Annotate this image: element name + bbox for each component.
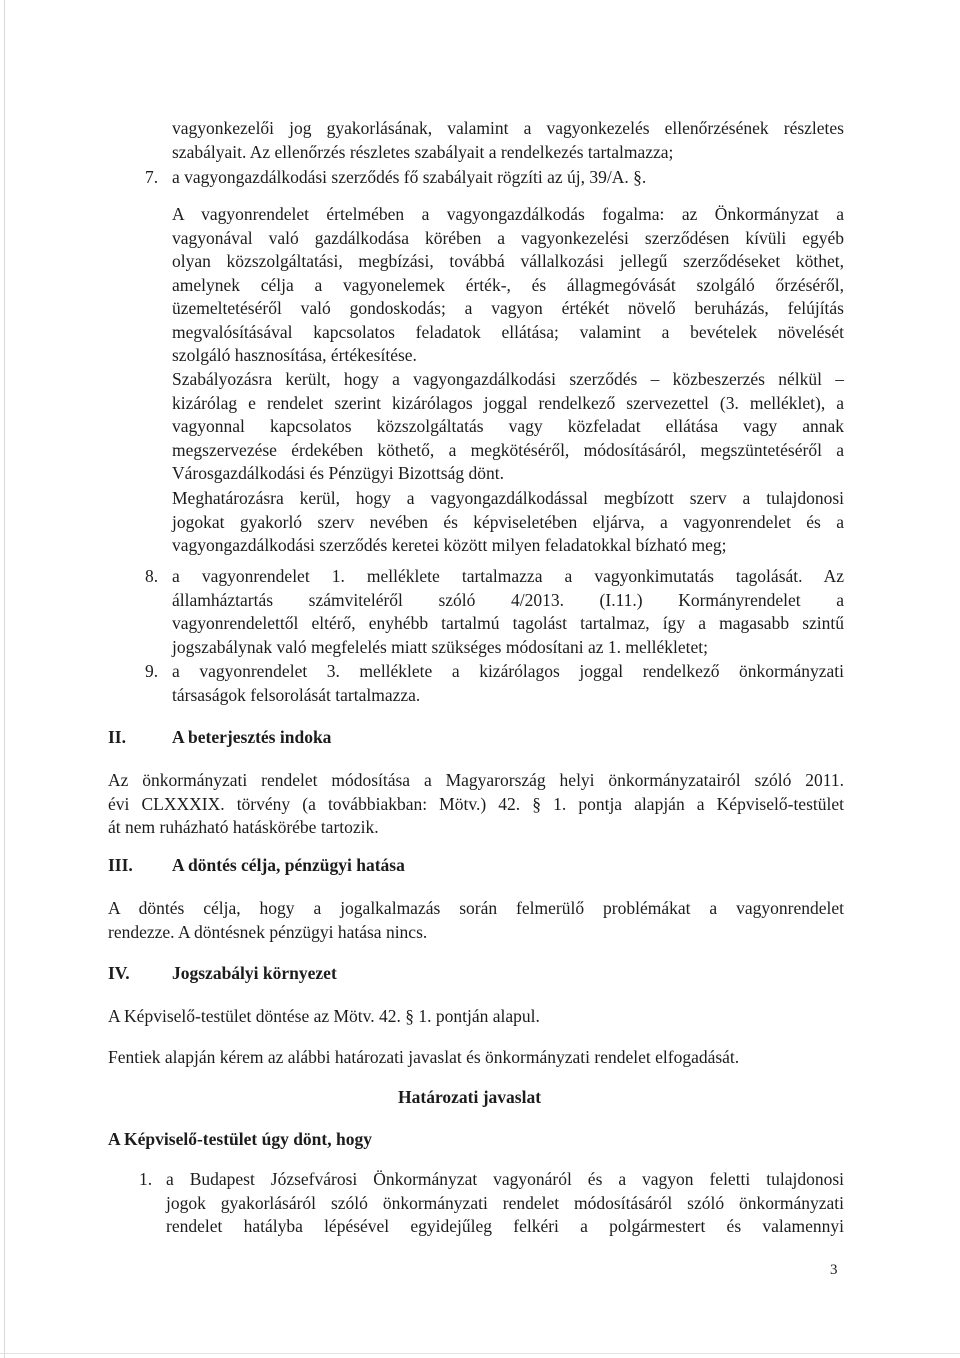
section-heading: Jogszabályi környezet: [172, 963, 337, 983]
text-line: amelynek célja a vagyonelemek érték-, és állagmegóvását szolgáló őrzéséről,: [172, 274, 844, 295]
text-line: szolgáló hasznosítása, értékesítése.: [172, 345, 417, 365]
text-line: jogok gyakorlásáról szóló önkormányzati rendelet módosításáról szóló önkormányzati: [166, 1192, 844, 1213]
text-line: Az önkormányzati rendelet módosítása a Magyarország helyi önkormányzatairól szóló 2011.: [108, 770, 844, 790]
text-line: társaságok felsorolását tartalmazza.: [172, 684, 421, 705]
section-paragraph: A Képviselő-testület döntése az Mötv. 42. § 1. pontján alapul.: [108, 1006, 540, 1026]
section-number: II.: [108, 727, 126, 747]
text-line: jogokat gyakorló szerv nevében és képviseletében eljárva, a vagyonrendelet és a: [172, 511, 844, 532]
text-line: vagyongazdálkodási szerződés keretei között milyen feladatokkal bízható meg;: [172, 535, 727, 555]
text-line: üzemeltetéséről való gondoskodás; a vagyon értékét növelő beruházás, felújítás: [172, 298, 844, 318]
text-line: államháztartás számviteléről szóló 4/2013. (I.11.) Kormányrendelet a: [172, 589, 844, 610]
page-number: 3: [830, 1262, 838, 1278]
text-line: szabályait. Az ellenőrzés részletes szabályait a rendelkezés tartalmazza;: [172, 141, 674, 162]
closing-sentence: Fentiek alapján kérem az alábbi határozati javaslat és önkormányzati rendelet elfogadását.: [108, 1047, 740, 1067]
scan-edge-bottom: [0, 1353, 960, 1354]
text-line: vagyonával való gazdálkodása körében a vagyonkezelési szerződésen kívüli egyéb: [172, 227, 844, 248]
section-heading: A döntés célja, pénzügyi hatása: [172, 855, 405, 875]
text-line: a vagyonrendelet 1. melléklete tartalmazza a vagyonkimutatás tagolását. Az: [172, 566, 844, 586]
text-line: a vagyonrendelet 3. melléklete a kizárólagos joggal rendelkező önkormányzati: [172, 661, 844, 681]
list-item-text: a vagyongazdálkodási szerződés fő szabályait rögzíti az új, 39/A. §.: [172, 167, 647, 187]
list-number: 1.: [139, 1169, 153, 1189]
section-paragraph: [108, 897, 844, 944]
text-line: jogszabálynak való megfelelés miatt szükséges módosítani az 1. mellékletet;: [172, 636, 709, 657]
text-line: évi CLXXXIX. törvény (a továbbiakban: Mötv.) 42. § 1. pontja alapján a Képviselő-testület: [108, 793, 844, 814]
text-line: Szabályozásra került, hogy a vagyongazdálkodási szerződés – közbeszerzés nélkül –: [172, 369, 844, 389]
vagyongazdalkodas-paragraph: [172, 203, 844, 368]
text-line: A döntés célja, hogy a jogalkalmazás során felmerülő problémákat a vagyonrendelet: [108, 898, 844, 918]
text-line: Városgazdálkodási és Pénzügyi Bizottság dönt.: [172, 463, 504, 483]
resolution-item: [166, 1168, 844, 1239]
text-line: át nem ruházható hatáskörébe tartozik.: [108, 817, 379, 837]
text-line: rendelet hatályba lépésével egyidejűleg felkéri a polgármestert és valamennyi: [166, 1216, 844, 1236]
text-line: rendezze. A döntésnek pénzügyi hatása nincs.: [108, 921, 428, 942]
text-line: vagyonnal kapcsolatos közszolgáltatás vagy közfeladat ellátása vagy annak: [172, 416, 844, 436]
continuation-paragraph: [172, 117, 844, 164]
text-line: A vagyonrendelet értelmében a vagyongazdálkodás fogalma: az Önkormányzat a: [172, 204, 844, 224]
scan-edge-left: [4, 0, 5, 1358]
section-number: III.: [108, 855, 133, 875]
list-item-text: [172, 660, 844, 707]
text-line: megvalósításával kapcsolatos feladatok ellátása; valamint a bevételek növelését: [172, 321, 844, 342]
szabalyozas-paragraph: [172, 368, 844, 486]
list-number: 8.: [145, 566, 159, 586]
text-line: kizárólag e rendelet szerint kizárólagos joggal rendelkező szervezettel (3. melléklet), a: [172, 392, 844, 413]
text-line: megszervezése érdekében köthető, a megkötéséről, módosításáról, megszüntetéséről a: [172, 439, 844, 460]
meghatarozas-paragraph: [172, 487, 844, 558]
list-number: 7.: [145, 167, 159, 187]
text-line: vagyonkezelői jog gyakorlásának, valamint a vagyonkezelés ellenőrzésének részletes: [172, 118, 844, 138]
section-number: IV.: [108, 963, 130, 983]
text-line: vagyonrendelettől eltérő, enyhébb tartalmú tagolást tartalmaz, így a magasabb szintű: [172, 613, 844, 633]
text-line: olyan közszolgáltatási, megbízási, továbbá vállalkozási jellegű szerződéseket köthet,: [172, 251, 844, 271]
section-heading: A beterjesztés indoka: [172, 727, 332, 747]
list-item-text: [172, 565, 844, 659]
section-paragraph: [108, 769, 844, 840]
text-line: Meghatározásra kerül, hogy a vagyongazdálkodással megbízott szerv a tulajdonosi: [172, 488, 844, 508]
decision-intro: A Képviselő-testület úgy dönt, hogy: [108, 1129, 372, 1149]
list-number: 9.: [145, 661, 159, 681]
proposal-title: Határozati javaslat: [398, 1087, 542, 1107]
text-line: a Budapest Józsefvárosi Önkormányzat vagyonáról és a vagyon feletti tulajdonosi: [166, 1169, 844, 1189]
